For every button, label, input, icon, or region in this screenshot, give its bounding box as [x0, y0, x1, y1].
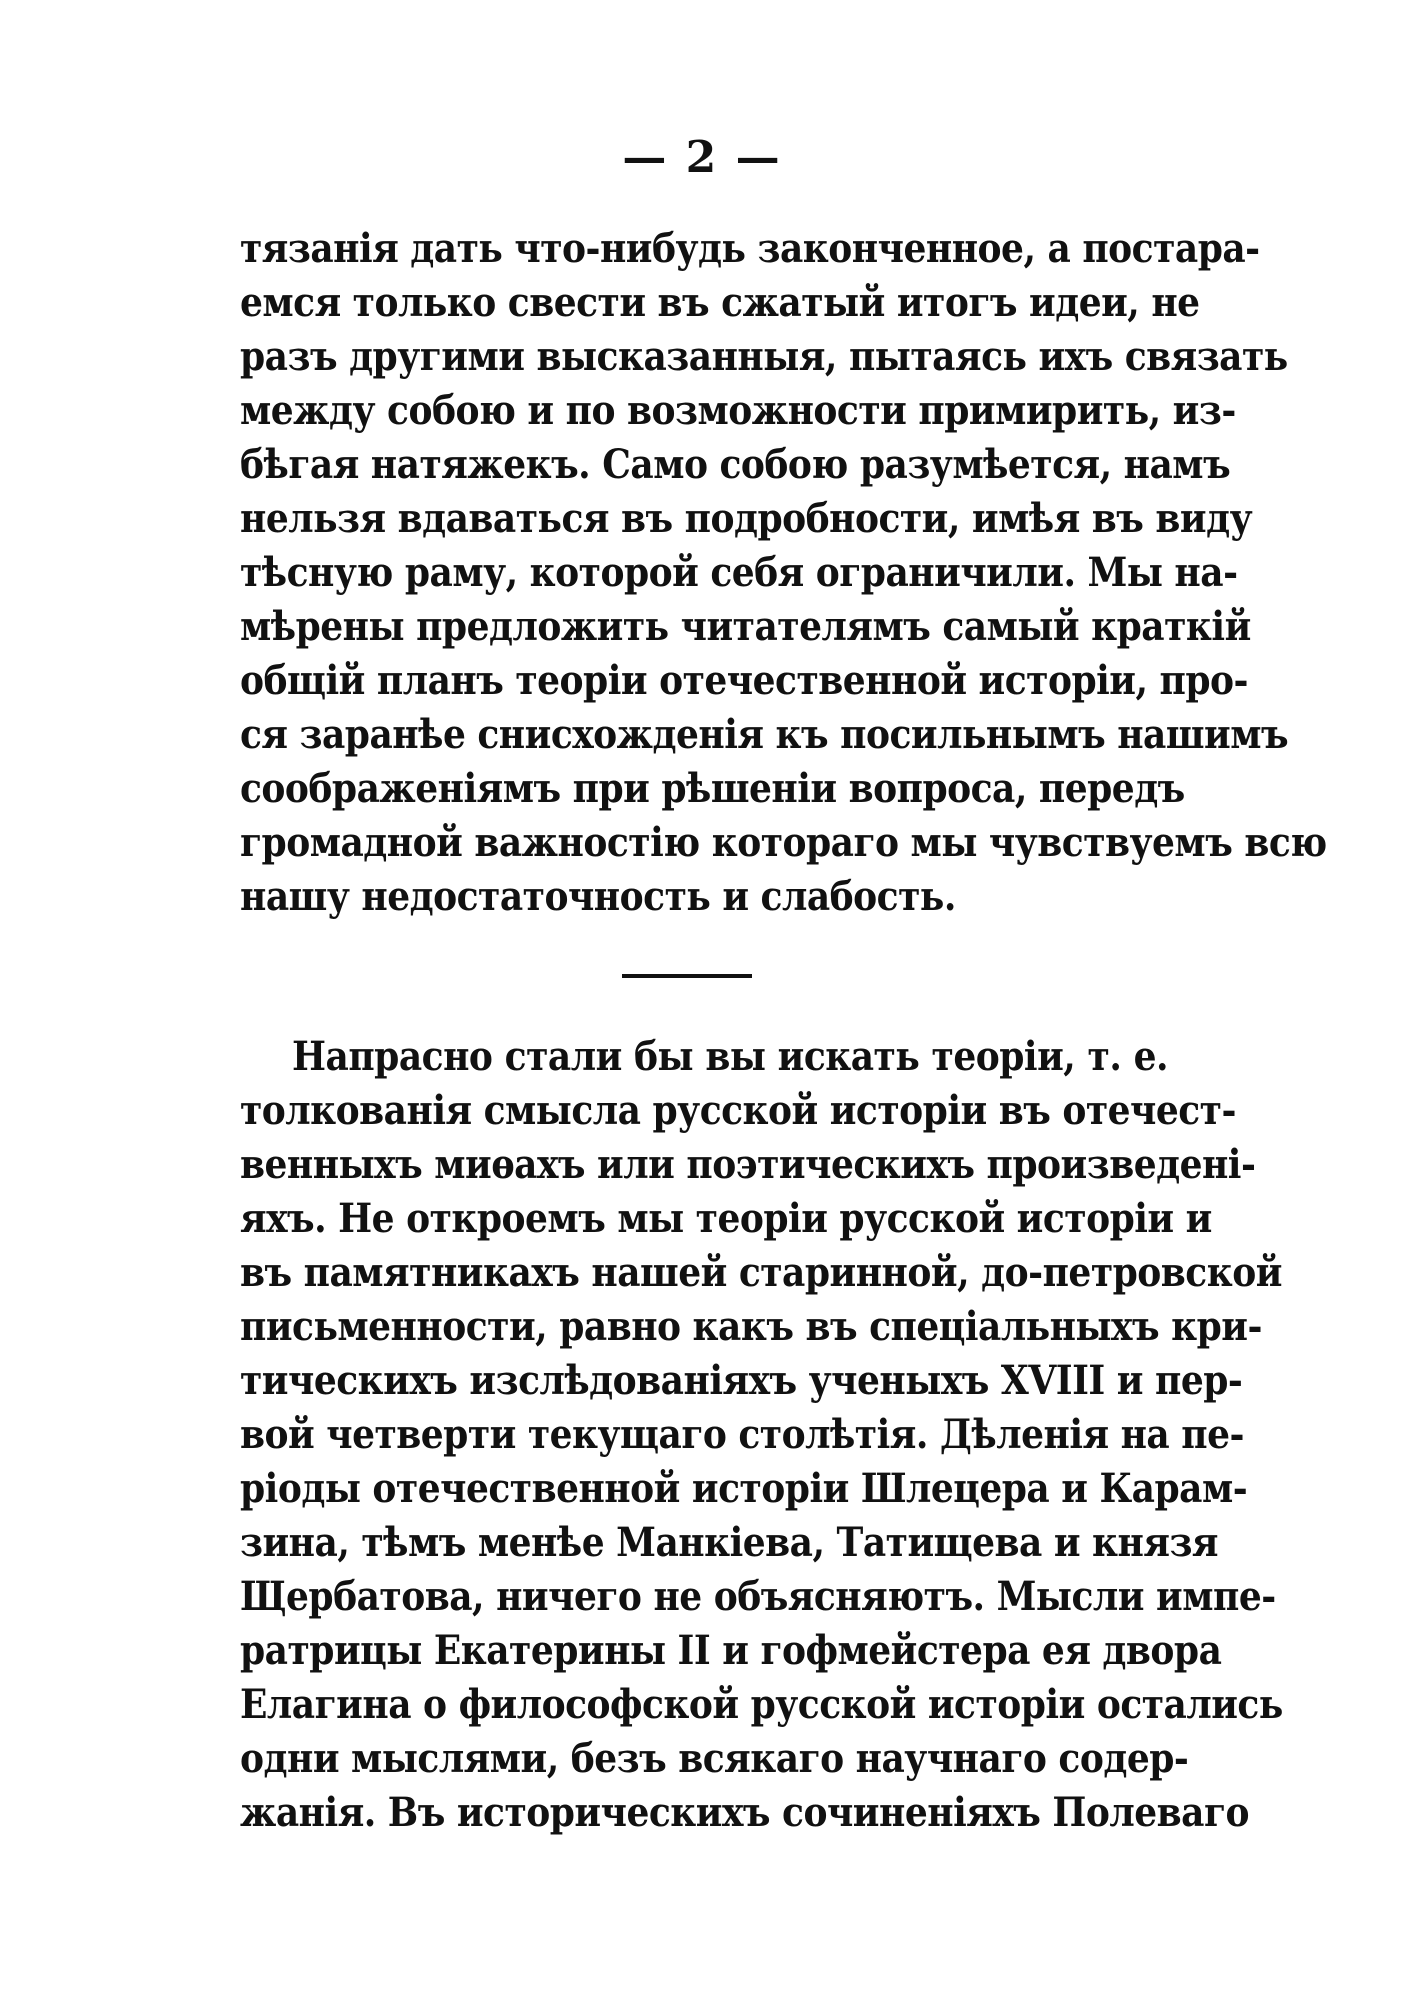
- text-line: нельзя вдаваться въ подробности, имѣя въ виду: [240, 495, 1253, 542]
- text-line: между собою и по возможности примирить, из-: [240, 387, 1236, 434]
- text-line: общій планъ теоріи отечественной исторіи, про-: [240, 657, 1248, 704]
- text-line: нашу недостаточность и слабость.: [240, 873, 956, 920]
- text-line: соображеніямъ при рѣшеніи вопроса, передъ: [240, 765, 1185, 812]
- text-line: мѣрены предложить читателямъ самый краткій: [240, 603, 1251, 650]
- text-line: ріоды отечественной исторіи Шлецера и Карам-: [240, 1465, 1248, 1512]
- text-line: Елагина о философской русской исторіи остались: [240, 1681, 1283, 1728]
- text-line: зина, тѣмъ менѣе Манкіева, Татищева и князя: [240, 1519, 1219, 1566]
- section-divider: [622, 974, 752, 978]
- text-line: бѣгая натяжекъ. Само собою разумѣется, намъ: [240, 441, 1231, 488]
- text-line: ся заранѣе снисхожденія къ посильнымъ нашимъ: [240, 711, 1289, 758]
- text-line: громадной важностію котораго мы чувствуемъ всю: [240, 819, 1327, 866]
- text-line: венныхъ миѳахъ или поэтическихъ произведені-: [240, 1141, 1256, 1188]
- text-line: емся только свести въ сжатый итогъ идеи, не: [240, 279, 1200, 326]
- text-line: ратрицы Екатерины II и гофмейстера ея двора: [240, 1627, 1222, 1674]
- text-line: въ памятникахъ нашей старинной, до-петровской: [240, 1249, 1282, 1296]
- text-line: вой четверти текущаго столѣтія. Дѣленія на пе-: [240, 1411, 1244, 1458]
- text-line: тѣсную раму, которой себя ограничили. Мы на-: [240, 549, 1238, 596]
- text-line: Щербатова, ничего не объясняютъ. Мысли импе-: [240, 1573, 1276, 1620]
- text-line: Напрасно стали бы вы искать теоріи, т. е.: [292, 1033, 1168, 1080]
- text-line: разъ другими высказанныя, пытаясь ихъ связать: [240, 333, 1288, 380]
- text-line: жанія. Въ историческихъ сочиненіяхъ Полеваго: [240, 1789, 1250, 1836]
- text-line: яхъ. Не откроемъ мы теоріи русской исторіи и: [240, 1195, 1212, 1242]
- text-line: толкованія смысла русской исторіи въ отечест-: [240, 1087, 1236, 1134]
- paragraph-continued: [240, 222, 1327, 924]
- paragraph: [240, 1030, 1283, 1840]
- text-line: тязанія дать что-нибудь законченное, а постара-: [240, 225, 1260, 272]
- text-line: одни мыслями, безъ всякаго научнаго содер-: [240, 1735, 1189, 1782]
- text-line: тическихъ изслѣдованіяхъ ученыхъ XVIII и пер-: [240, 1357, 1243, 1404]
- text-line: письменности, равно какъ въ спеціальныхъ кри-: [240, 1303, 1262, 1350]
- page-number: — 2 —: [622, 132, 782, 183]
